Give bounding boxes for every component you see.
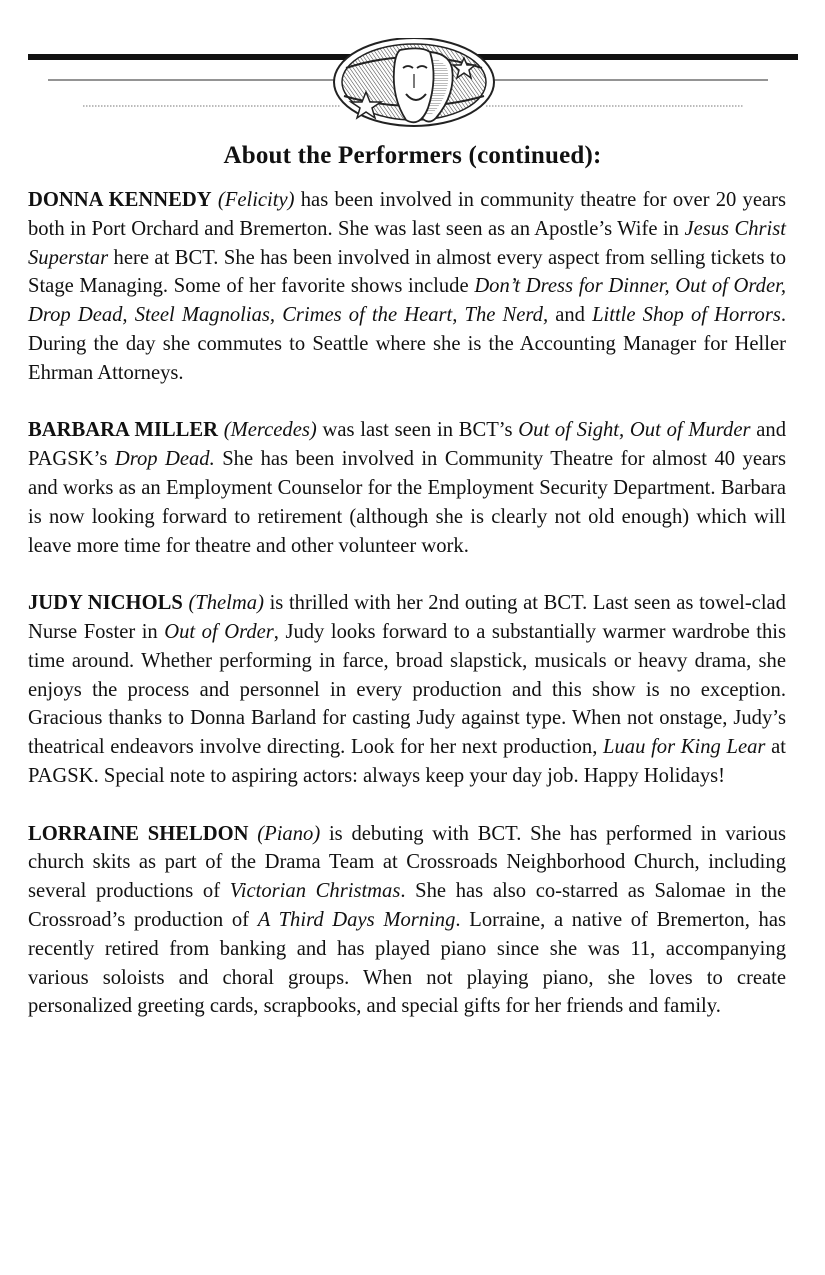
performer-bio	[28, 589, 786, 791]
bio-text: and	[548, 304, 593, 327]
show-title: Drop Dead.	[114, 448, 215, 471]
bio-text: has been involved in community theatre for over 20 years both in Port Orchard and Bremerton. She was last seen as an Apostle’s Wife in	[28, 189, 787, 240]
bio-text: was last seen in BCT’s	[316, 419, 519, 442]
show-title: A Third Days Morning	[257, 908, 456, 931]
bio-text: and PAGSK’s	[28, 419, 786, 471]
header-ornament	[28, 38, 798, 138]
page-title: About the Performers (continued):	[223, 142, 602, 169]
bio-text: She has been involved in Community Theatre for almost 40 years and works as an Employment Counselor for the Employment Security Department. Barbara is now looking forward to retirement (although she is clearly not old enough) which will leave more time for theatre and other volunteer work.	[28, 448, 786, 557]
bio-text: , Judy looks forward to a substantially warmer wardrobe this time around. Whether performing in farce, broad slapstick, musicals or heavy drama, she enjoys the process and personnel in every production and this show is no exception. Gracious thanks to Donna Barland for casting Judy against type. When not onstage, Judy’s theatrical endeavors involve directing. Look for her next production,	[28, 620, 786, 759]
bio-text: is thrilled with her 2nd outing at BCT. Last seen as towel-clad Nurse Foster in	[28, 592, 786, 643]
bio-text: . Lorraine, a native of Bremerton, has recently retired from banking and has played piano since she was 11, accompanying various soloists and choral groups. When not playing piano, she loves to create personalized greeting cards, scrapbooks, and special gifts for her friends and family.	[28, 908, 787, 1018]
performer-bio	[28, 416, 786, 560]
performer-bio	[28, 186, 786, 388]
performer-bios	[28, 186, 786, 1050]
bio-text: at PAGSK. Special note to aspiring actors: always keep your day job. Happy Holidays!	[28, 736, 787, 787]
show-title: Victorian Christmas	[229, 880, 401, 903]
performer-bio	[28, 820, 786, 1022]
show-title: Luau for King Lear	[603, 736, 766, 759]
bio-text: is debuting with BCT. She has performed in various church skits as part of the Drama Team at Crossroads Neighborhood Church, including several productions of	[28, 822, 786, 903]
performer-role: (Felicity)	[217, 189, 295, 211]
show-title: Jesus Christ Superstar	[28, 217, 786, 269]
performer-role: (Mercedes)	[223, 419, 317, 442]
show-title: Out of Sight, Out of Murder	[518, 419, 751, 442]
performer-role: (Piano)	[257, 822, 321, 845]
bio-text: here at BCT. She has been involved in almost every aspect from selling tickets to Stage Managing. Some of her favorite shows include	[28, 246, 786, 298]
theatre-masks-star-emblem-icon	[28, 38, 798, 138]
performer-name: LORRAINE SHELDON	[28, 822, 249, 845]
performer-name: DONNA KENNEDY	[28, 189, 212, 211]
performer-role: (Thelma)	[188, 592, 264, 615]
performer-name: BARBARA MILLER	[28, 419, 218, 442]
show-title: Out of Order	[164, 620, 274, 643]
performer-name: JUDY NICHOLS	[28, 592, 183, 615]
bio-text: . She has also co-starred as Salomae in the Crossroad’s production of	[28, 880, 786, 931]
show-title: Little Shop of Horrors	[592, 304, 781, 327]
bio-text: . During the day she commutes to Seattle where she is the Accounting Manager for Heller Ehrman Attorneys.	[28, 304, 787, 384]
show-title: Don’t Dress for Dinner, Out of Order, Drop Dead, Steel Magnolias, Crimes of the Heart, The Nerd,	[28, 275, 786, 327]
